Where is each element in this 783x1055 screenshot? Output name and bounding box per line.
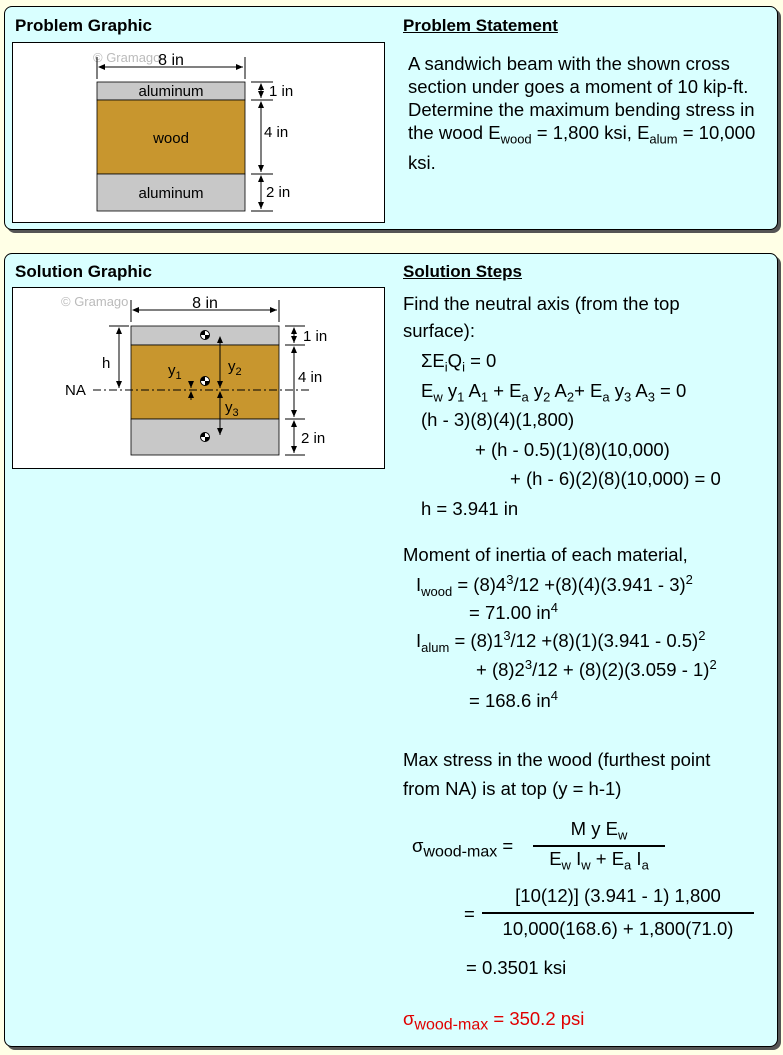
h-result: h = 3.941 in — [421, 498, 519, 519]
frac2-equals: = — [464, 903, 475, 924]
ialum-value: = 168.6 $in^4$ — [469, 688, 559, 712]
solution-graphic-title: Solution Graphic — [15, 262, 152, 281]
frac2-denominator: 10,000(168.6) + 1,800(71.0) — [502, 918, 734, 939]
problem-statement-title: Problem Statement — [403, 16, 558, 35]
width-label: 8 in — [158, 52, 184, 69]
solution-steps-title: Solution Steps — [403, 262, 522, 281]
sigma-label: $\sigma_{wood-max}$ = — [412, 835, 514, 861]
iwood-eq: $I_{wood} = (8)4^3/12 +(8)(4)(3.941 - 3)^2$ — [416, 572, 693, 599]
eq-term2: + (h - 0.5)(1)(8)(10,000) — [475, 439, 670, 460]
eq-expanded: $E_w$ $y_1$ $A_1 + E_a$ $y_2$ $A_2+ E_a$ $y_3$ $A_3 = 0$ — [421, 380, 687, 405]
frac1-denominator: $E_w$ $I_w + E_a$ $I_a$ — [549, 848, 649, 873]
bottom-layer-label: aluminum — [138, 185, 204, 202]
centroid-marker-top — [201, 331, 210, 340]
final-answer: $\sigma_{wood-max} = 350.2$ psi — [403, 1008, 585, 1034]
centroid-marker-mid — [201, 377, 210, 386]
solution-figure — [12, 287, 385, 469]
eq-term3: + (h - 6)(2)(8)(10,000) = 0 — [510, 468, 721, 489]
moi-intro: Moment of inertia of each material, — [403, 544, 688, 565]
dim-top-label: 1 in — [269, 83, 294, 100]
y3-label: $y_3$ — [225, 399, 239, 419]
eq-sum: $\Sigma E_iQ_i = 0$ — [421, 350, 497, 375]
problem-graphic-title: Problem Graphic — [15, 16, 152, 35]
y1-label: $y_1$ — [168, 362, 182, 382]
max-stress-line1: Max stress in the wood (furthest point — [403, 749, 711, 770]
mid-layer-label: wood — [153, 130, 189, 147]
frac1-bar — [533, 845, 665, 847]
h-label: h — [102, 355, 111, 372]
frac1-numerator: M y $E_w$ — [570, 818, 628, 843]
centroid-marker-bottom — [201, 433, 210, 442]
eq-term1: (h - 3)(8)(4)(1,800) — [421, 409, 575, 430]
ialum-eq: $I_{alum} = (8)1^3/12 +(8)(1)(3.941 - 0.5)^2$ — [416, 628, 706, 655]
width-label: 8 in — [192, 295, 218, 312]
stress-ksi: = 0.3501 ksi — [466, 957, 567, 978]
dim-bottom-label: 2 in — [301, 430, 326, 447]
problem-statement-text: A sandwich beam with the shown cross section under goes a moment of 10 kip-ft. Determine the maximum bending stress in the wood $E_{wood} = 1,800$ ksi, $E_{alum} = 10,000$ ksi. — [408, 53, 756, 173]
dim-bottom-label: 2 in — [266, 184, 291, 201]
max-stress-line2: from NA) is at top (y = h-1) — [403, 778, 622, 799]
problem-figure — [12, 42, 385, 223]
dim-top-label: 1 in — [303, 328, 328, 345]
iwood-value: = 71.00 $in^4$ — [469, 600, 559, 624]
find-na-line1: Find the neutral axis (from the top — [403, 293, 680, 314]
y2-label: $y_2$ — [228, 358, 242, 378]
na-label: NA — [65, 382, 86, 399]
watermark: © Gramago — [61, 294, 129, 309]
top-layer-label: aluminum — [138, 83, 204, 100]
ialum-eq-cont: + $(8)2^3/12 + (8)(2)(3.059 - 1)^2$ — [476, 657, 717, 681]
find-na-line2: surface): — [403, 320, 475, 341]
frac2-bar — [482, 912, 754, 914]
dim-mid-label: 4 in — [264, 124, 289, 141]
watermark: © Gramago — [93, 50, 161, 65]
dim-mid-label: 4 in — [298, 369, 323, 386]
frac2-numerator: [10(12)] (3.941 - 1) 1,800 — [515, 885, 721, 906]
